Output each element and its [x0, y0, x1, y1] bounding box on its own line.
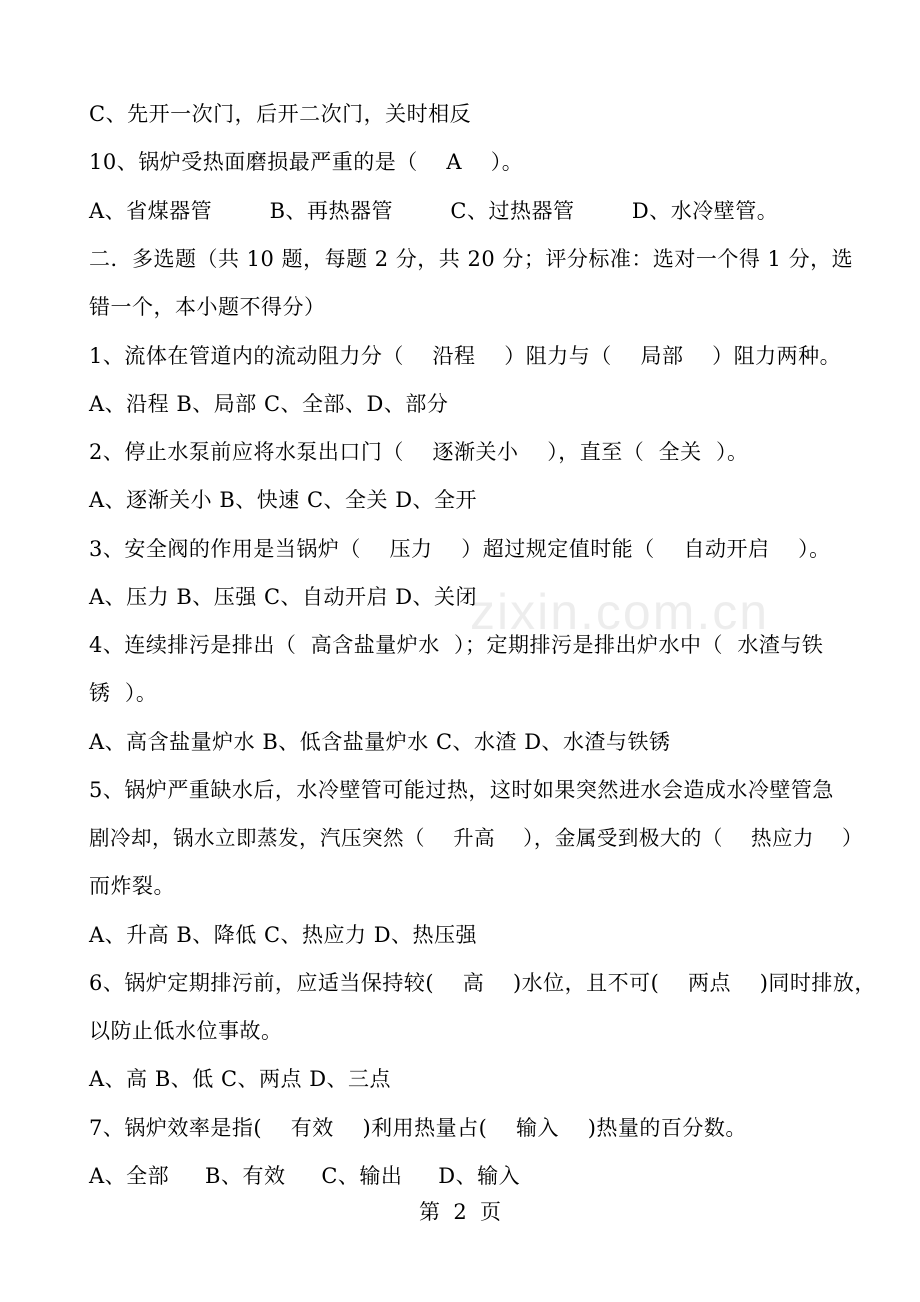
watermark: zixin.com.cn — [470, 584, 770, 640]
options-line: A、高 B、低 C、两点 D、三点 — [89, 1067, 392, 1091]
text-line: 以防止低水位事故。 — [89, 1019, 283, 1043]
text-line: 而炸裂。 — [89, 874, 175, 898]
options-line: A、高含盐量炉水 B、低含盐量炉水 C、水渣 D、水渣与铁锈 — [89, 730, 671, 754]
section-heading: 二．多选题（共 10 题，每题 2 分，共 20 分；评分标准：选对一个得 1 分，选 — [89, 247, 854, 271]
options-line: A、压力 B、压强 C、自动开启 D、关闭 — [89, 585, 478, 609]
question-line: 5、锅炉严重缺水后，水冷壁管可能过热，这时如果突然进水会造成水冷壁管急 — [89, 778, 834, 802]
text-line: 锈 ）。 — [89, 681, 158, 705]
text-line: 错一个，本小题不得分） — [89, 295, 326, 319]
text-line: 10、锅炉受热面磨损最严重的是（ A ）。 — [89, 150, 524, 174]
options-line: A、全部 B、有效 C、输出 D、输入 — [89, 1164, 521, 1188]
question-line: 4、连续排污是排出（ 高含盐量炉水 ）；定期排污是排出炉水中（ 水渣与铁 — [89, 633, 824, 657]
text-line: C、先开一次门，后开二次门，关时相反 — [89, 102, 472, 126]
options-line: A、升高 B、降低 C、热应力 D、热压强 — [89, 923, 478, 947]
question-line: 1、流体在管道内的流动阻力分（ 沿程 ）阻力与（ 局部 ）阻力两种。 — [89, 344, 842, 368]
options-line: A、沿程 B、局部 C、全部、D、部分 — [89, 392, 449, 416]
text-line: 剧冷却，锅水立即蒸发，汽压突然（ 升高 ），金属受到极大的（ 热应力 ） — [89, 826, 864, 850]
question-line: 3、安全阀的作用是当锅炉（ 压力 ）超过规定值时能（ 自动开启 ）。 — [89, 537, 831, 561]
question-line: 6、锅炉定期排污前，应适当保持较( 高 )水位，且不可( 两点 )同时排放， — [89, 971, 876, 995]
text-line: A、省煤器管 B、再热器管 C、过热器管 D、水冷壁管。 — [89, 199, 779, 223]
page-number: 第 2 页 — [418, 1200, 502, 1224]
question-line: 7、锅炉效率是指( 有效 )利用热量占( 输入 )热量的百分数。 — [89, 1116, 747, 1140]
options-line: A、逐渐关小 B、快速 C、全关 D、全开 — [89, 488, 478, 512]
question-line: 2、停止水泵前应将水泵出口门（ 逐渐关小 ），直至（ 全关 ）。 — [89, 440, 749, 464]
